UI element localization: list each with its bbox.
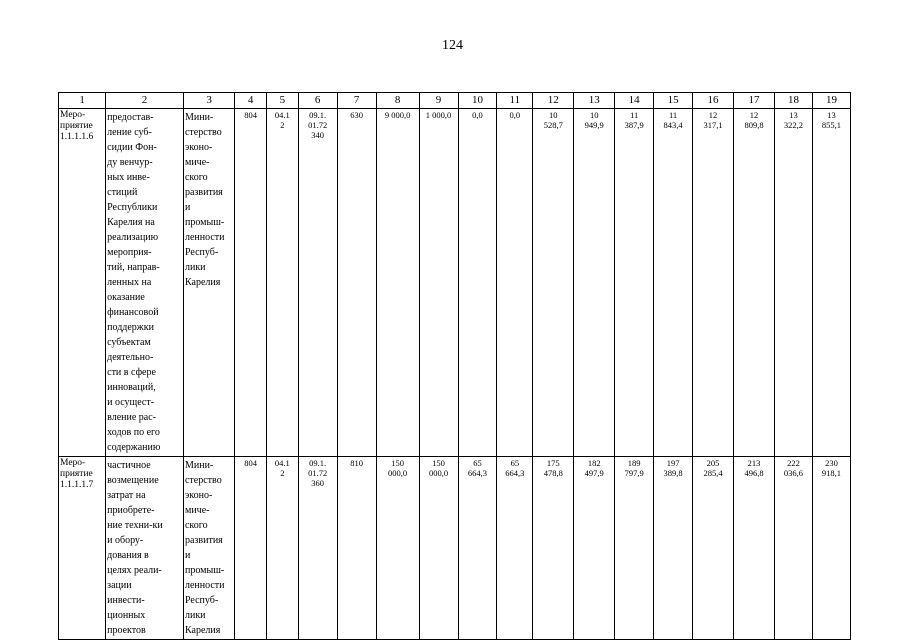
- table-cell: 13 855,1: [812, 109, 850, 457]
- table-row: [59, 109, 851, 457]
- table-cell: 04.1 2: [266, 109, 298, 457]
- table-cell: 810: [337, 457, 376, 640]
- page-number: 124: [442, 38, 463, 53]
- table-cell: 11 387,9: [615, 109, 654, 457]
- table-cell: 150 000,0: [376, 457, 419, 640]
- budget-table: [58, 92, 851, 640]
- column-header: 17: [734, 93, 775, 109]
- column-header: 6: [298, 93, 337, 109]
- column-header: 14: [615, 93, 654, 109]
- column-header: 2: [106, 93, 184, 109]
- table-cell: 175 478,8: [533, 457, 574, 640]
- responsible-executor: Мини- стерство эконо- миче- ского развития и промыш- ленности Респуб- лики Карелия: [183, 109, 234, 457]
- table-cell: 65 664,3: [497, 457, 533, 640]
- column-header: 4: [235, 93, 267, 109]
- table-cell: 182 497,9: [574, 457, 615, 640]
- table-cell: 10 528,7: [533, 109, 574, 457]
- header-row: [59, 93, 851, 109]
- column-header: 9: [419, 93, 458, 109]
- column-header: 3: [183, 93, 234, 109]
- column-header: 8: [376, 93, 419, 109]
- column-header: 11: [497, 93, 533, 109]
- column-header: 13: [574, 93, 615, 109]
- table-cell: 1 000,0: [419, 109, 458, 457]
- responsible-executor: Мини- стерство эконо- миче- ского развития и промыш- ленности Респуб- лики Карелия: [183, 457, 234, 640]
- column-header: 1: [59, 93, 106, 109]
- table-cell: 09.1. 01.72 360: [298, 457, 337, 640]
- table-cell: 222 036,6: [775, 457, 813, 640]
- table-cell: 197 389,8: [654, 457, 693, 640]
- column-header: 7: [337, 93, 376, 109]
- table-cell: 630: [337, 109, 376, 457]
- measure-description: предостав- ление суб- сидии Фон- ду венчур- ных инве- стиций Республики Карелия на реализацию мероприя- тий, направ- ленных на оказание финансовой поддержки субъектам деятельно- сти в сфере инноваций, и осущест- вление рас- ходов по его содержанию: [106, 109, 184, 457]
- column-header: 10: [458, 93, 497, 109]
- column-header: 18: [775, 93, 813, 109]
- column-header: 19: [812, 93, 850, 109]
- table-cell: 11 843,4: [654, 109, 693, 457]
- table-cell: 12 809,8: [734, 109, 775, 457]
- table-cell: 213 496,8: [734, 457, 775, 640]
- table-cell: 0,0: [458, 109, 497, 457]
- measure-code: Меро- приятие 1.1.1.1.7: [59, 457, 106, 640]
- column-header: 15: [654, 93, 693, 109]
- column-header: 16: [693, 93, 734, 109]
- table-cell: 09.1. 01.72 340: [298, 109, 337, 457]
- table-cell: 9 000,0: [376, 109, 419, 457]
- table-cell: 10 949,9: [574, 109, 615, 457]
- column-header: 12: [533, 93, 574, 109]
- table-cell: 0,0: [497, 109, 533, 457]
- table-cell: 12 317,1: [693, 109, 734, 457]
- column-header: 5: [266, 93, 298, 109]
- table-cell: 150 000,0: [419, 457, 458, 640]
- table-cell: 804: [235, 109, 267, 457]
- table-cell: 13 322,2: [775, 109, 813, 457]
- measure-description: частичное возмещение затрат на приобрете- ние техни-ки и обору- дования в целях реали- зации инвести- ционных проектов: [106, 457, 184, 640]
- table-cell: 189 797,9: [615, 457, 654, 640]
- table-cell: 230 918,1: [812, 457, 850, 640]
- measure-code: Меро- приятие 1.1.1.1.6: [59, 109, 106, 457]
- table-cell: 804: [235, 457, 267, 640]
- table-cell: 205 285,4: [693, 457, 734, 640]
- table-cell: 04.1 2: [266, 457, 298, 640]
- table-cell: 65 664,3: [458, 457, 497, 640]
- table-row: [59, 457, 851, 640]
